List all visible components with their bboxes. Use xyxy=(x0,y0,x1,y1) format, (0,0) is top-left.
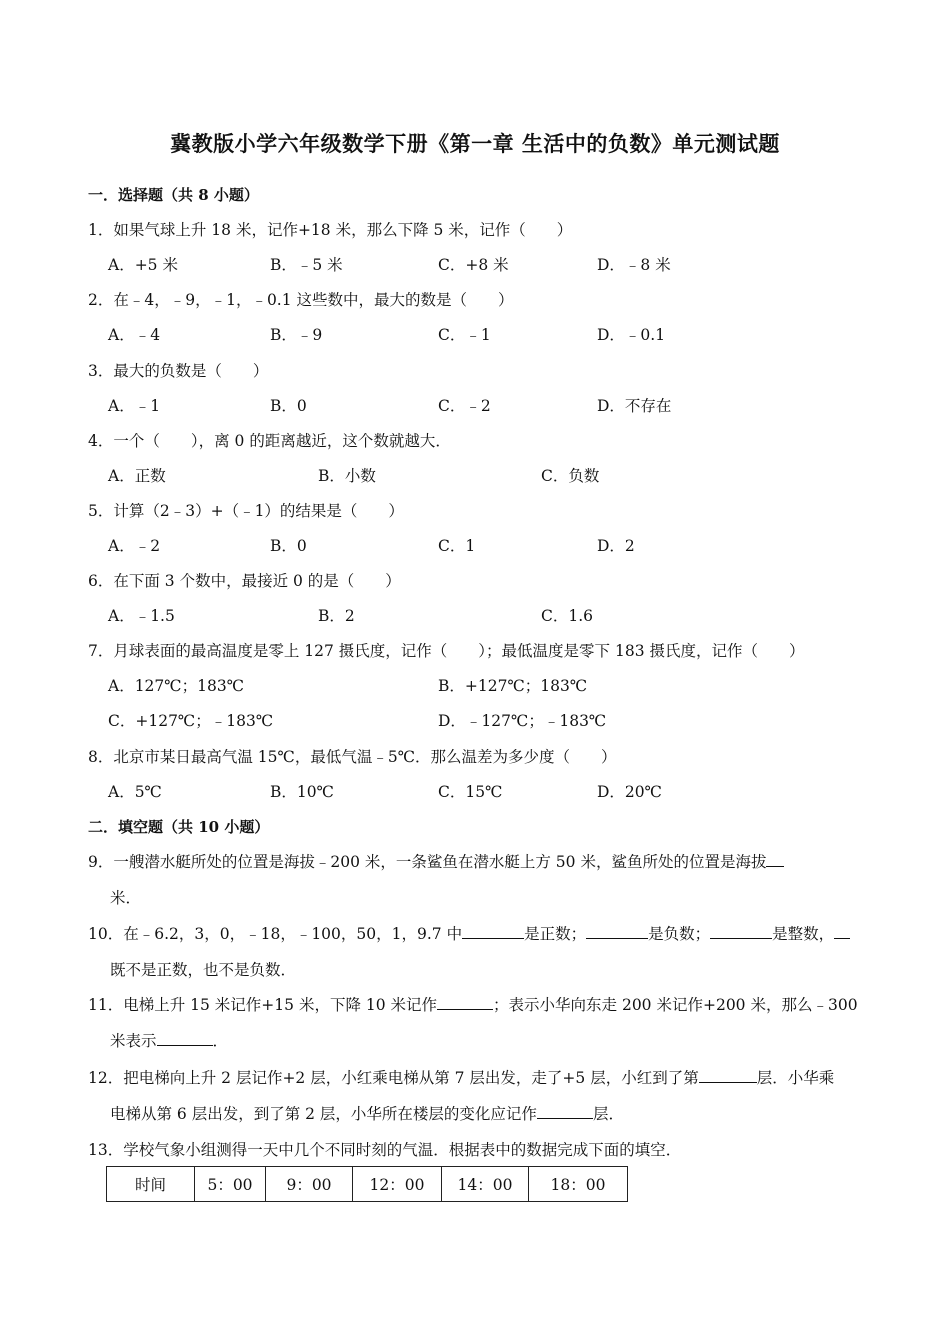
answer-blank[interactable] xyxy=(699,1068,757,1083)
question-10-text: 是正数； xyxy=(524,925,587,943)
option-c: C．+127℃；﹣183℃ xyxy=(108,712,274,730)
option-a: A．﹣2 xyxy=(108,537,161,555)
table-cell: 时间 xyxy=(107,1167,195,1202)
option-b: B．小数 xyxy=(318,467,376,485)
table-cell: 12：00 xyxy=(353,1167,442,1202)
question-5: 5．计算（2﹣3）+（﹣1）的结果是（ ） xyxy=(88,502,404,520)
question-8: 8．北京市某日最高气温 15℃，最低气温﹣5℃．那么温差为多少度（ ） xyxy=(88,748,617,766)
option-c: C．+8 米 xyxy=(438,256,509,274)
answer-blank[interactable] xyxy=(437,995,493,1010)
option-a: A．﹣1 xyxy=(108,397,161,415)
question-3-options xyxy=(108,394,888,416)
question-13: 13．学校气象小组测得一天中几个不同时刻的气温．根据表中的数据完成下面的填空． xyxy=(88,1141,682,1159)
option-d: D．﹣127℃；﹣183℃ xyxy=(438,712,607,730)
question-12-text: 电梯从第 6 层出发，到了第 2 层，小华所在楼层的变化应记作 xyxy=(110,1105,537,1123)
option-b: B．+127℃；183℃ xyxy=(438,677,588,695)
question-11-cont xyxy=(110,1029,228,1051)
option-d: D．20℃ xyxy=(597,783,662,801)
question-12-text: 层．小华乘 xyxy=(756,1069,835,1087)
question-1-options xyxy=(108,253,888,275)
question-10-text: 10．在﹣6.2，3，0，﹣18，﹣100，50，1，9.7 中 xyxy=(88,925,463,943)
table-row xyxy=(107,1167,628,1202)
question-2-options xyxy=(108,323,888,345)
question-7-options-row1 xyxy=(108,674,888,696)
question-12 xyxy=(88,1066,834,1088)
question-10-cont: 既不是正数，也不是负数． xyxy=(110,961,297,979)
option-d: D．不存在 xyxy=(597,397,672,415)
answer-blank[interactable] xyxy=(710,924,772,939)
question-10-text: 是整数， xyxy=(772,925,835,943)
question-1: 1．如果气球上升 18 米，记作+18 米，那么下降 5 米，记作（ ） xyxy=(88,221,573,239)
answer-blank[interactable] xyxy=(537,1104,593,1119)
question-3: 3．最大的负数是（ ） xyxy=(88,362,269,380)
table-cell: 9：00 xyxy=(266,1167,353,1202)
option-c: C．负数 xyxy=(541,467,600,485)
page-title: 冀教版小学六年级数学下册《第一章 生活中的负数》单元测试题 xyxy=(170,131,780,156)
table-cell: 18：00 xyxy=(529,1167,628,1202)
option-c: C．1 xyxy=(438,537,476,555)
answer-blank[interactable] xyxy=(157,1031,213,1046)
option-d: D．﹣0.1 xyxy=(597,326,666,344)
question-10 xyxy=(88,922,850,944)
temperature-table xyxy=(106,1166,628,1202)
question-8-options xyxy=(108,780,888,802)
option-c: C．﹣1 xyxy=(438,326,491,344)
question-4-options xyxy=(108,464,888,486)
question-11-text: 11．电梯上升 15 米记作+15 米，下降 10 米记作 xyxy=(88,996,438,1014)
question-7-options-row2 xyxy=(108,709,888,731)
section-heading-choice: 一．选择题（共 8 小题） xyxy=(88,186,259,204)
option-c: C．15℃ xyxy=(438,783,503,801)
option-d: D．2 xyxy=(597,537,635,555)
question-4: 4．一个（ ），离 0 的距离越近，这个数就越大． xyxy=(88,432,451,450)
question-6-options xyxy=(108,604,888,626)
section-heading-fill: 二．填空题（共 10 小题） xyxy=(88,818,270,836)
answer-blank[interactable] xyxy=(586,924,648,939)
option-a: A．127℃；183℃ xyxy=(108,677,245,695)
answer-blank[interactable] xyxy=(834,924,850,939)
option-b: B．2 xyxy=(318,607,355,625)
question-11-text: ． xyxy=(212,1032,229,1050)
option-c: C．﹣2 xyxy=(438,397,491,415)
option-a: A．﹣1.5 xyxy=(108,607,175,625)
table-cell: 5：00 xyxy=(195,1167,266,1202)
question-9-cont: 米． xyxy=(110,889,142,907)
question-12-cont xyxy=(110,1102,624,1124)
question-11-text: 米表示 xyxy=(110,1032,157,1050)
option-c: C．1.6 xyxy=(541,607,594,625)
question-10-text: 是负数； xyxy=(648,925,711,943)
option-b: B．﹣5 米 xyxy=(270,256,343,274)
option-a: A．正数 xyxy=(108,467,166,485)
answer-blank[interactable] xyxy=(462,924,524,939)
question-11 xyxy=(88,993,858,1015)
option-b: B．10℃ xyxy=(270,783,334,801)
question-5-options xyxy=(108,534,888,556)
table-cell: 14：00 xyxy=(442,1167,529,1202)
option-b: B．﹣9 xyxy=(270,326,323,344)
question-2: 2．在﹣4，﹣9，﹣1，﹣0.1 这些数中，最大的数是（ ） xyxy=(88,291,514,309)
question-9-text: 9．一艘潜水艇所处的位置是海拔﹣200 米，一条鲨鱼在潜水艇上方 50 米，鲨鱼所处的位置是海拔 xyxy=(88,853,767,871)
question-9 xyxy=(88,850,784,872)
question-7: 7．月球表面的最高温度是零上 127 摄氏度，记作（ ）；最低温度是零下 183 摄氏度，记作（ ） xyxy=(88,642,805,660)
question-6: 6．在下面 3 个数中，最接近 0 的是（ ） xyxy=(88,572,401,590)
option-b: B．0 xyxy=(270,397,307,415)
question-12-text: 12．把电梯向上升 2 层记作+2 层，小红乘电梯从第 7 层出发，走了+5 层，小红到了第 xyxy=(88,1069,699,1087)
option-b: B．0 xyxy=(270,537,307,555)
question-12-text: 层． xyxy=(592,1105,624,1123)
answer-blank[interactable] xyxy=(766,852,784,867)
option-a: A．5℃ xyxy=(108,783,162,801)
option-a: A．﹣4 xyxy=(108,326,161,344)
option-d: D．﹣8 米 xyxy=(597,256,671,274)
option-a: A．+5 米 xyxy=(108,256,178,274)
question-11-text: ；表示小华向东走 200 米记作+200 米，那么﹣300 xyxy=(493,996,858,1014)
